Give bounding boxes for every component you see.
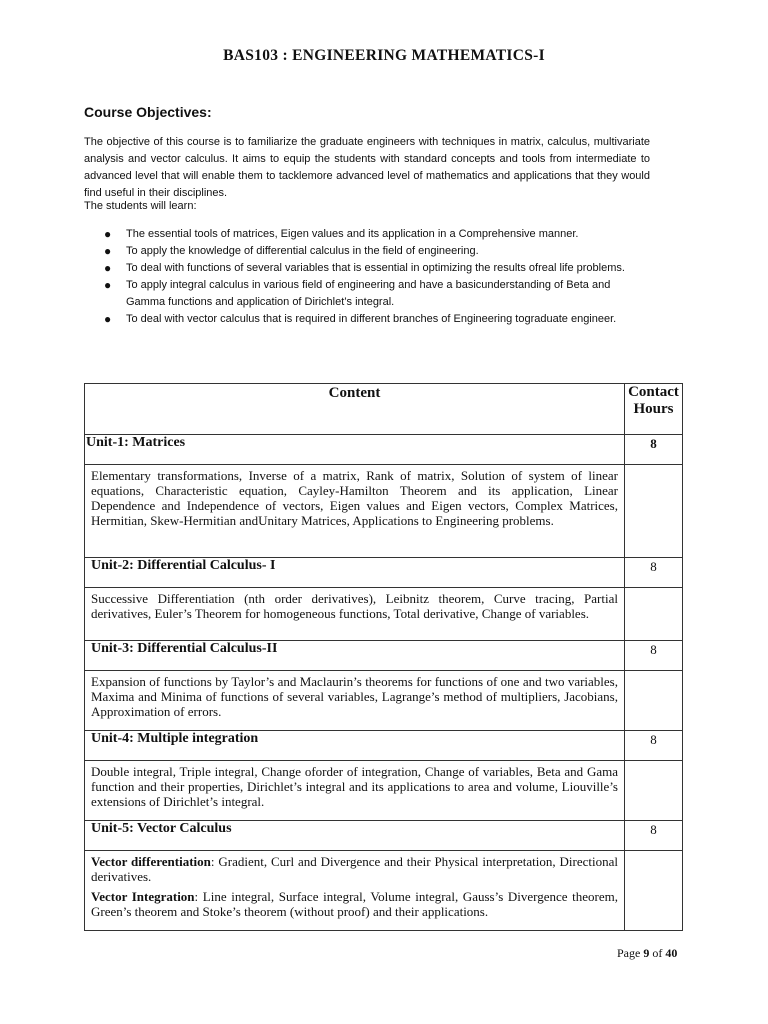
unit-1-hours: 8 xyxy=(625,435,683,465)
page-current: 9 xyxy=(643,946,650,960)
vector-differentiation-paragraph xyxy=(91,854,618,884)
unit-title-row xyxy=(85,435,683,465)
bullet-icon: ● xyxy=(104,312,112,326)
unit-description-row xyxy=(85,761,683,821)
bullet-icon: ● xyxy=(104,261,112,275)
objective-item xyxy=(84,311,644,328)
unit-description-row xyxy=(85,465,683,558)
page-of: of xyxy=(652,946,663,960)
bullet-icon: ● xyxy=(104,227,112,241)
objective-text: To deal with functions of several variables that is essential in optimizing the results ofreal life problems. xyxy=(126,262,625,274)
empty-hours-cell xyxy=(625,851,683,931)
contact-hours-header xyxy=(625,384,683,435)
empty-hours-cell xyxy=(625,761,683,821)
objectives-list xyxy=(84,226,644,328)
content-header: Content xyxy=(85,384,625,435)
objective-text: To apply integral calculus in various field of engineering and have a basicunderstanding of Beta and Gamma functions and application of Dirichlet’s integral. xyxy=(126,279,611,308)
course-objectives-heading: Course Objectives: xyxy=(84,104,212,120)
unit-3-title: Unit-3: Differential Calculus-II xyxy=(85,641,625,671)
bullet-icon: ● xyxy=(104,244,112,258)
objective-item xyxy=(84,277,644,311)
vector-integration-label: Vector Integration xyxy=(91,889,195,904)
unit-description-row xyxy=(85,671,683,731)
vector-differentiation-label: Vector differentiation xyxy=(91,854,211,869)
unit-5-title: Unit-5: Vector Calculus xyxy=(85,821,625,851)
empty-hours-cell xyxy=(625,588,683,641)
unit-description-row xyxy=(85,588,683,641)
document-title: BAS103 : ENGINEERING MATHEMATICS-I xyxy=(223,47,545,64)
objective-text: The essential tools of matrices, Eigen values and its application in a Comprehensive manner. xyxy=(126,228,579,240)
unit-title-row xyxy=(85,558,683,588)
students-learn-line: The students will learn: xyxy=(84,200,197,212)
contact-hours-header-line2: Hours xyxy=(633,401,674,417)
unit-1-description: Elementary transformations, Inverse of a matrix, Rank of matrix, Solution of system of linear equations, Characteristic equation, Cayley-Hamilton Theorem and its application, Linear Dependence and Independence of vectors, Eigen values and Eigen vectors, Complex Matrices, Hermitian, Skew-Hermitian andUnitary Matrices, Applications to Engineering problems. xyxy=(85,465,625,558)
unit-title-row xyxy=(85,641,683,671)
unit-title-row xyxy=(85,821,683,851)
empty-hours-cell xyxy=(625,465,683,558)
empty-hours-cell xyxy=(625,671,683,731)
unit-1-title: Unit-1: Matrices xyxy=(85,435,625,465)
unit-4-description: Double integral, Triple integral, Change oforder of integration, Change of variables, Beta and Gama function and their properties, Dirichlet’s integral and its applications to area and volume, Liouville’s extensions of Dirichlet’s integral. xyxy=(85,761,625,821)
page-number xyxy=(617,946,677,961)
unit-3-hours: 8 xyxy=(625,641,683,671)
vector-integration-paragraph xyxy=(91,889,618,919)
objective-item xyxy=(84,260,644,277)
bullet-icon: ● xyxy=(104,278,112,292)
vector-integration-text: : Line integral, Surface integral, Volume integral, Gauss’s Divergence theorem, Green’s theorem and Stoke’s theorem (without proof) and their applications. xyxy=(91,889,618,919)
unit-2-title: Unit-2: Differential Calculus- I xyxy=(85,558,625,588)
objective-text: To deal with vector calculus that is required in different branches of Engineering tograduate engineer. xyxy=(126,313,617,325)
unit-description-row xyxy=(85,851,683,931)
unit-title-row xyxy=(85,731,683,761)
vector-differentiation-text: : Gradient, Curl and Divergence and their Physical interpretation, Directional derivatives. xyxy=(91,854,618,884)
unit-5-description xyxy=(85,851,625,931)
unit-5-hours: 8 xyxy=(625,821,683,851)
unit-2-hours: 8 xyxy=(625,558,683,588)
unit-3-description: Expansion of functions by Taylor’s and Maclaurin’s theorems for functions of one and two variables, Maxima and Minima of functions of several variables, Lagrange’s method of multipliers, Jacobians, Approximation of errors. xyxy=(85,671,625,731)
objective-item xyxy=(84,226,644,243)
table-header-row xyxy=(85,384,683,435)
page-prefix: Page xyxy=(617,946,641,960)
unit-4-title: Unit-4: Multiple integration xyxy=(85,731,625,761)
objective-text: To apply the knowledge of differential calculus in the field of engineering. xyxy=(126,245,479,257)
intro-paragraph: The objective of this course is to familiarize the graduate engineers with techniques in matrix, calculus, multivariate analysis and vector calculus. It aims to equip the students with standard concepts and tools from intermediate to advanced level that will enable them to tacklemore advanced level of mathematics and applications that they would find useful in their disciplines. xyxy=(84,136,650,199)
unit-4-hours: 8 xyxy=(625,731,683,761)
objective-item xyxy=(84,243,644,260)
syllabus-table xyxy=(84,383,683,931)
page-total: 40 xyxy=(665,946,678,960)
contact-hours-header-line1: Contact xyxy=(628,384,679,400)
unit-2-description: Successive Differentiation (nth order derivatives), Leibnitz theorem, Curve tracing, Partial derivatives, Euler’s Theorem for homogeneous functions, Total derivative, Change of variables. xyxy=(85,588,625,641)
